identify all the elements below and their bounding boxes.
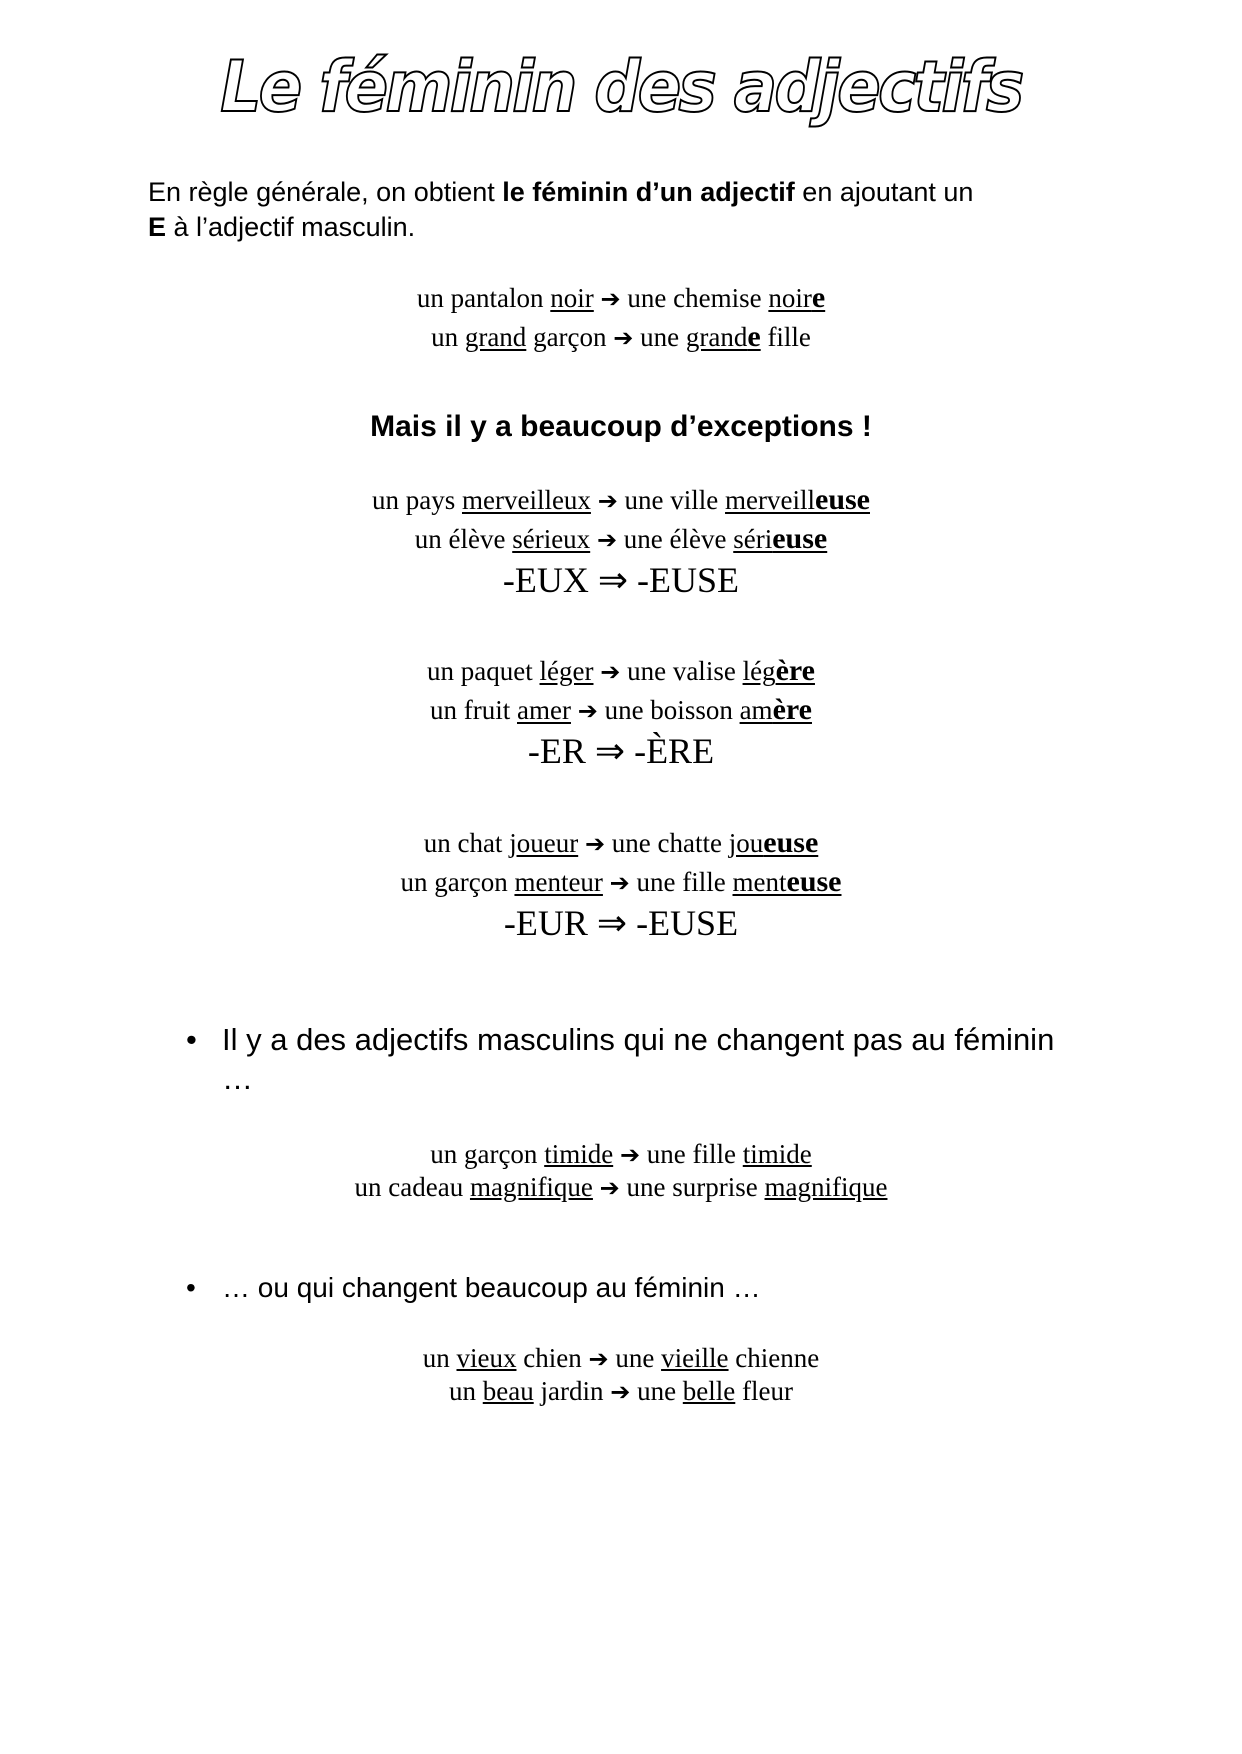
intro-text: à l’adjectif masculin. (166, 212, 416, 242)
example-line: un cadeau magnifique ➔ une surprise magnifique (354, 1172, 888, 1202)
rule-eux-euse: -EUX ⇒ -EUSE (502, 560, 740, 600)
example-line: un chat joueur ➔ une chatte joueuse (423, 826, 819, 859)
example-line: un grand garçon ➔ une grande fille (431, 320, 811, 353)
arrow-right-icon: ➔ (600, 658, 621, 686)
example-line: un paquet léger ➔ une valise légère (427, 654, 815, 687)
arrow-right-icon: ➔ (597, 487, 618, 515)
feminine-form: noire (768, 281, 826, 314)
arrow-right-icon: ➔ (613, 324, 634, 352)
arrow-right-icon: ➔ (577, 697, 598, 725)
example-line: un garçon menteur ➔ une fille menteuse (400, 865, 842, 898)
bullet-icon: • (186, 1022, 197, 1057)
arrow-right-icon: ➔ (600, 285, 621, 313)
arrow-right-icon: ➔ (584, 830, 606, 858)
feminine-form: grande (685, 320, 761, 353)
bullet-text: Il y a des adjectifs masculins qui ne changent pas au féminin … (222, 1022, 1055, 1096)
bullet-text: … ou qui changent beaucoup au féminin … (222, 1272, 761, 1303)
arrow-right-icon: ➔ (599, 1174, 620, 1202)
intro-text: En règle générale, on obtient (148, 177, 503, 207)
example-line: un pays merveilleux ➔ une ville merveilleuse (371, 483, 870, 516)
rule-er-ere: -ER ⇒ -ÈRE (527, 731, 715, 771)
example-line: un beau jardin ➔ une belle fleur (449, 1376, 793, 1406)
feminine-form: sérieuse (733, 522, 828, 555)
example-line: un garçon timide ➔ une fille timide (430, 1139, 812, 1169)
feminine-form: amère (739, 693, 812, 726)
feminine-form: menteuse (732, 865, 842, 898)
intro-bold-e: E (148, 212, 167, 242)
intro-paragraph (148, 175, 1108, 245)
arrow-right-icon: ➔ (619, 1141, 641, 1169)
feminine-form: joueuse (728, 826, 819, 859)
bullet-icon: • (186, 1272, 196, 1303)
example-line: un fruit amer ➔ une boisson amère (430, 693, 812, 726)
intro-bold-feminine: le féminin d’un adjectif (502, 177, 795, 207)
rule-eur-euse: -EUR ⇒ -EUSE (503, 903, 739, 943)
example-line: un élève sérieux ➔ une élève sérieuse (414, 522, 828, 555)
feminine-form: légère (742, 654, 815, 687)
arrow-right-icon: ➔ (596, 526, 618, 554)
example-line: un pantalon noir ➔ une chemise noire (416, 281, 826, 314)
exceptions-heading: Mais il y a beaucoup d’exceptions ! (370, 410, 872, 443)
intro-text: en ajoutant un (794, 177, 974, 207)
arrow-right-icon: ➔ (610, 1378, 631, 1406)
feminine-form: merveilleuse (725, 483, 870, 516)
page-title: Le féminin des adjectifs (220, 46, 1022, 128)
example-line: un vieux chien ➔ une vieille chienne (422, 1343, 820, 1373)
arrow-right-icon: ➔ (588, 1345, 609, 1373)
arrow-right-icon: ➔ (609, 869, 630, 897)
